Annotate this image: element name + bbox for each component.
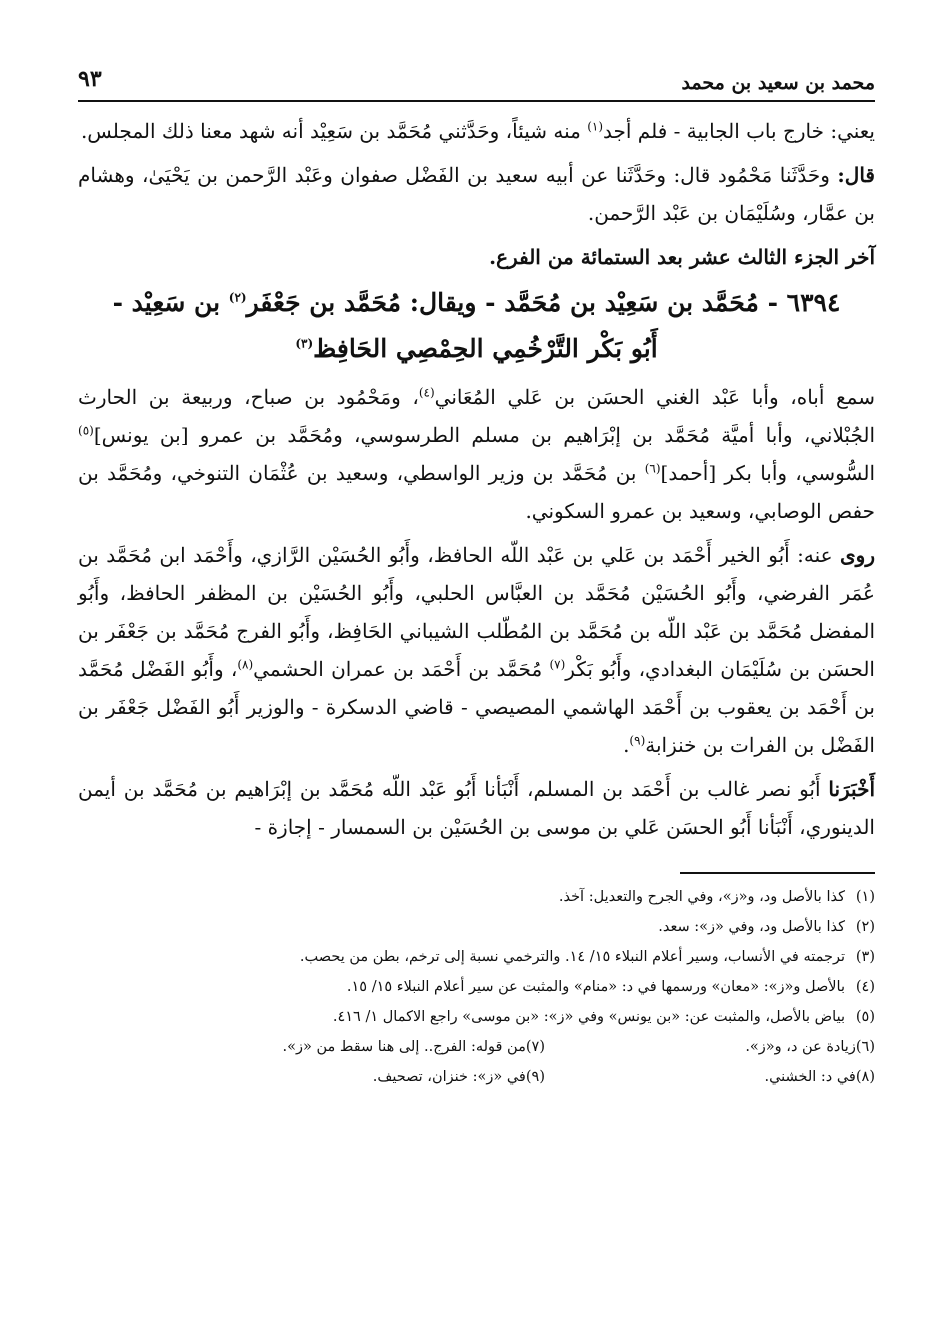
lead-word: أَخْبَرَنا <box>828 777 875 801</box>
entry-heading <box>78 280 875 372</box>
footnote-4 <box>78 972 875 1002</box>
footnote-number: (٢) <box>855 919 875 935</box>
footnote-divider <box>680 872 875 874</box>
footnote-ref-6[interactable]: (٦) <box>644 461 661 476</box>
footnote-text: كذا بالأصل ود، و«ز»، وفي الجرح والتعديل: آخذ. <box>558 889 845 905</box>
footnote-6 <box>545 1032 875 1062</box>
footnote-number: (٥) <box>855 1009 875 1025</box>
footnote-number: (٨) <box>855 1069 875 1085</box>
footnote-row <box>78 1062 875 1092</box>
footnote-text: زيادة عن د، و«ز». <box>745 1039 856 1055</box>
footnote-text: في «ز»: خنزان، تصحيف. <box>372 1069 526 1085</box>
text-run: مُحَمَّد بن أَحْمَد بن عمران الحشمي <box>253 657 550 681</box>
footnote-9 <box>215 1062 545 1092</box>
text-run: بن سَعِيْد - <box>112 288 229 317</box>
footnote-text: ترجمته في الأنساب، وسير أعلام النبلاء ١٥/ ١٤. والترخمي نسبة إلى ترخم، بطن من يحصب. <box>299 949 845 965</box>
paragraph-1 <box>78 112 875 150</box>
heading-line-1 <box>78 280 875 326</box>
text-run: ، ومَحْمُود بن صباح، وربيعة بن الحارث الجُبْلاني، وأبا أميَّة مُحَمَّد بن إبْرَاهيم بن مسلم الطرسوسي، ومُحَمَّد بن عمرو [بن يونس] <box>78 385 876 447</box>
text-run: ٦٣٩٤ - مُحَمَّد بن سَعِيْد بن مُحَمَّد - ويقال: مُحَمَّد بن جَعْفَر <box>246 288 841 317</box>
footnotes <box>78 882 875 1092</box>
footnote-text: في د: الخشني. <box>764 1069 856 1085</box>
text-run: سمع أباه، وأبا عَبْد الغني الحسَن بن عَلي المُعَاني <box>434 385 876 409</box>
lead-word: قال: <box>837 163 875 187</box>
section-end-note: آخر الجزء الثالث عشر بعد الستمائة من الفرع. <box>489 245 875 269</box>
main-text <box>78 112 875 846</box>
paragraph-4 <box>78 378 875 530</box>
footnote-number: (٩) <box>525 1069 545 1085</box>
text-run: يعني: خارج باب الجابية - فلم أجد <box>603 119 875 143</box>
footnote-1 <box>78 882 875 912</box>
text-run: عنه: أَبُو الخير أَحْمَد بن عَلي بن عَبْد اللّه الحافظ، وأَبُو الحُسَيْن الرَّازي، وأَحْمَد ابن مُحَمَّد بن عُمَر الفرضي، وأَبُو الحُسَيْن مُحَمَّد بن العبَّاس الحلبي، وأَبُو الحُسَيْن بن المظفر الحافظ، وأَبُو المفضل مُحَمَّد بن عَبْد اللّه بن مُحَمَّد بن المُطّلب الشيباني الحَافِظ، وأَبُو الفرج مُحَمَّد بن جَعْفَر بن الحسَن بن سُلَيْمَان البغدادي، وأَبُو بَكْر <box>78 543 875 681</box>
text-run: وحَدَّثَنا مَحْمُود قال: وحَدَّثَنا عن أبيه سعيد بن الفَضْل صفوان وعَبْد الرَّحمن بن يَحْيَىٰ، وهشام بن عمَّار، وسُلَيْمَان بن عَبْد الرَّحمن. <box>78 163 875 225</box>
footnote-8 <box>545 1062 875 1092</box>
footnote-row <box>78 1032 875 1062</box>
footnote-7 <box>215 1032 545 1062</box>
footnote-3 <box>78 942 875 972</box>
footnote-ref-5[interactable]: (٥) <box>78 423 94 438</box>
running-title: محمد بن سعيد بن محمد <box>681 72 875 94</box>
footnote-ref-1[interactable]: (١) <box>587 119 604 134</box>
lead-word: روى <box>840 543 875 567</box>
footnote-ref-3[interactable]: (٣) <box>295 336 314 351</box>
text-run: . <box>623 733 630 757</box>
footnote-ref-4[interactable]: (٤) <box>418 385 435 400</box>
footnote-number: (٧) <box>525 1039 545 1055</box>
footnote-ref-8[interactable]: (٨) <box>237 657 254 672</box>
footnote-number: (٦) <box>855 1039 875 1055</box>
footnote-number: (٣) <box>855 949 875 965</box>
text-run: أَبُو بَكْر التَّرْخُمِي الحِمْصِي الحَافِظ <box>313 334 658 363</box>
footnote-2 <box>78 912 875 942</box>
book-page <box>78 60 875 1310</box>
text-run: منه شيئاً، وحَدَّثني مُحَمَّد بن سَعِيْد أنه شهد معنا ذلك المجلس. <box>80 119 588 143</box>
footnote-ref-9[interactable]: (٩) <box>629 733 646 748</box>
footnote-5 <box>78 1002 875 1032</box>
heading-line-2 <box>78 326 875 372</box>
page-header <box>78 60 875 102</box>
paragraph-5 <box>78 536 875 764</box>
text-run: أَبُو نصر غالب بن أَحْمَد بن المسلم، أَنْبَأنا أَبُو عَبْد اللّه مُحَمَّد بن إبْرَاهيم بن مُحَمَّد بن أيمن الدينوري، أَنْبَأنا أَبُو الحسَن عَلي بن موسى بن الحُسَيْن بن السمسار - إجازة - <box>78 777 875 839</box>
text-run: السُّوسي، وأبا بكر [أحمد] <box>660 461 875 485</box>
paragraph-2 <box>78 156 875 232</box>
footnote-number: (١) <box>855 889 875 905</box>
footnote-text: بياض بالأصل، والمثبت عن: «بن يونس» وفي «ز»: «بن موسى» راجع الاكمال ١/ ٤١٦. <box>332 1009 845 1025</box>
text-run: بن مُحَمَّد بن وزير الواسطي، وسعيد بن عُثْمَان التنوخي، ومُحَمَّد بن حفص الوصابي، وسعيد بن عمرو السكوني. <box>78 461 875 523</box>
footnote-ref-2[interactable]: (٢) <box>228 290 247 305</box>
footnote-number: (٤) <box>855 979 875 995</box>
text-run: ، وأَبُو الفَضْل مُحَمَّد بن أَحْمَد بن يعقوب بن أَحْمَد الهاشمي المصيصي - قاضي الدسكرة - والوزير أَبُو الفَضْل جَعْفَر بن الفَضْل بن الفرات بن خنزابة <box>78 657 875 757</box>
footnote-text: من قوله: الفرج.. إلى هنا سقط من «ز». <box>282 1039 526 1055</box>
page-number: ٩٣ <box>78 66 102 92</box>
footnote-text: كذا بالأصل ود، وفي «ز»: سعد. <box>658 919 845 935</box>
footnote-text: بالأصل و«ز»: «معان» ورسمها في د: «منام» والمثبت عن سير أعلام النبلاء ١٥/ ١٥. <box>346 979 845 995</box>
paragraph-6 <box>78 770 875 846</box>
footnote-ref-7[interactable]: (٧) <box>549 657 566 672</box>
